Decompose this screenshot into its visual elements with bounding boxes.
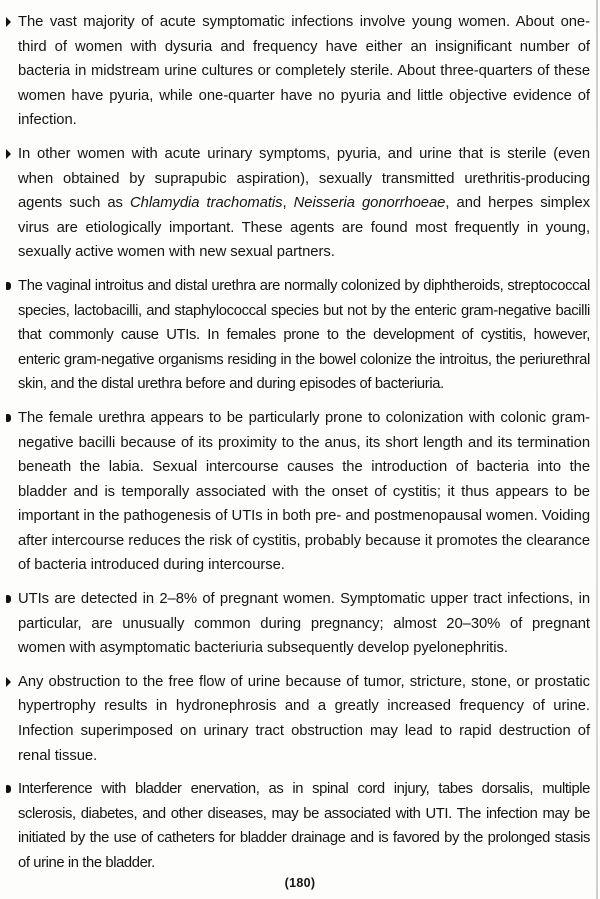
- paragraph-4: [6, 406, 590, 578]
- paragraph-2: [6, 142, 590, 265]
- paragraph-3: [6, 274, 590, 397]
- paragraph-text-part: In other women with acute urinary symptoms, pyuria, and urine that is sterile (even when obtained by suprapubic aspiration), sexually transmitted urethritis-producing agents such as: [18, 145, 590, 212]
- paragraph-1: [6, 10, 590, 133]
- paragraph-text: Interference with bladder enervation, as in spinal cord injury, tabes dorsalis, multiple sclerosis, diabetes, and other diseases, may be associated with UTI. The infection may be initiated by the use of catheters for bladder drainage and is favored by the prolonged stasis of urine in the bladder.: [18, 781, 590, 871]
- bullet-icon: [6, 595, 11, 603]
- paragraph-text: The vaginal introitus and distal urethra are normally colonized by diphtheroids, streptococcal species, lactobacilli, and staphylococcal species but not by the enteric gram-negative bacilli that commonly cause UTIs. In females prone to the development of cystitis, however, enteric gram-negative organisms residing in the bowel colonize the introitus, the periurethral skin, and the distal urethra before and during episodes of bacteriuria.: [18, 277, 590, 393]
- bullet-icon: [6, 17, 11, 27]
- paragraph-text-part: , and herpes simplex virus are etiologically important. These agents are found most frequently in young, sexually active women with new sexual partners.: [18, 195, 590, 261]
- page-number: (180): [284, 876, 316, 890]
- paragraph-7: [6, 777, 590, 875]
- organism-name-italic: Neisseria gonorrhoeae: [293, 195, 446, 212]
- paragraph-text: UTIs are detected in 2–8% of pregnant women. Symptomatic upper tract infections, in particular, are unusually common during pregnancy; almost 20–30% of pregnant women with asymptomatic bacteriuria subsequently develop pyelonephritis.: [18, 591, 590, 657]
- page-edge-shadow: [596, 0, 598, 899]
- paragraph-text: The female urethra appears to be particularly prone to colonization with colonic gram-negative bacilli because of its proximity to the anus, its short length and its termination beneath the labia. Sexual intercourse causes the introduction of bacteria into the bladder and is temporally associated with the onset of cystitis; it thus appears to be important in the pathogenesis of UTIs in both pre- and postmenopausal women. Voiding after intercourse reduces the risk of cystitis, probably because it promotes the clearance of bacteria introduced during intercourse.: [18, 409, 590, 574]
- bullet-icon: [6, 785, 11, 793]
- page-body: [6, 10, 590, 876]
- paragraph-text: [18, 146, 590, 260]
- paragraph-text-part: ,: [282, 195, 294, 212]
- organism-name-italic: Chlamydia trachomatis: [130, 195, 283, 212]
- paragraph-text: The vast majority of acute symptomatic infections involve young women. About one-third of women with dysuria and frequency have either an insignificant number of bacteria in midstream urine cultures or completely sterile. About three-quarters of these women have pyuria, while one-quarter have no pyuria and little objective evidence of infection.: [18, 14, 590, 129]
- bullet-icon: [6, 414, 11, 422]
- bullet-icon: [6, 149, 11, 159]
- bullet-icon: [6, 282, 11, 290]
- paragraph-5: [6, 587, 590, 661]
- paragraph-text: Any obstruction to the free flow of urine because of tumor, stricture, stone, or prostatic hypertrophy results in hydronephrosis and a greatly increased frequency of urine. Infection superimposed on urinary tract obstruction may lead to rapid destruction of renal tissue.: [18, 673, 590, 764]
- paragraph-6: [6, 670, 590, 768]
- bullet-icon: [6, 677, 11, 687]
